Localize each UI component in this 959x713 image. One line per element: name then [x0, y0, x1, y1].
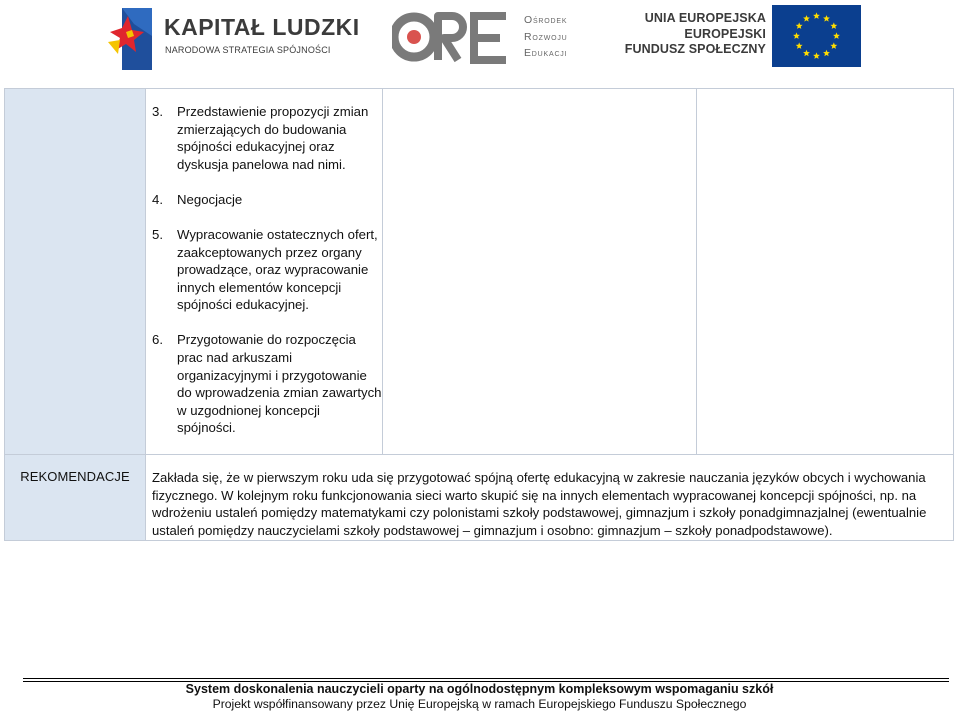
label-cell-recommendations — [5, 455, 145, 540]
steps-list — [152, 103, 382, 455]
list-item: 4. Negocjacje — [152, 191, 243, 207]
eu-line-2: EUROPEJSKI — [684, 26, 766, 41]
list-item: 5. Wypracowanie ostatecznych ofert, zaakceptowanych przez organy prowadzące, oraz wypracowanie innych elementów koncepcji spójności edukacyjnej. — [152, 226, 378, 313]
eu-line-1: UNIA EUROPEJSKA — [644, 11, 766, 25]
footer-system-title: System doskonalenia nauczycieli oparty na ogólnodostępnym kompleksowym wspomaganiu szkół — [185, 682, 774, 696]
footer-divider — [23, 678, 949, 679]
column-divider — [382, 89, 383, 454]
ore-logo — [392, 10, 592, 66]
column-divider — [145, 89, 146, 540]
eu-flag-icon — [772, 5, 861, 67]
kapital-ludzki-logo — [108, 2, 360, 74]
list-item: 6. Przygotowanie do rozpoczęcia prac nad arkuszami organizacyjnymi i przygotowanie do wprowadzenia zmian zawartych w uzgodnionej koncepcji spójności. — [152, 332, 382, 436]
recommendations-text: Zakłada się, że w pierwszym roku uda się przygotować spójną ofertę edukacyjną w zakresie nauczania języków obcych i wychowania fizycznego. W kolejnym roku funkcjonowania sieci warto skupić się na innych elementach wypracowanej koncepcji spójności, np. na wdrożeniu ustaleń pomiędzy matematykami czy polonistami szkoły podstawowej, gimnazjum i szkoły ponadgimnazjalnej (ewentualnie ustaleń pomiędzy nauczycielami szkoły podstawowej – gimnazjum i osobno: gimnazjum – szkoły ponadpodstawowe). — [152, 470, 927, 539]
ore-line-2: Rozwoju — [524, 30, 568, 43]
page-header — [0, 0, 959, 80]
kapital-ludzki-title: KAPITAŁ LUDZKI — [164, 14, 360, 40]
list-item: 3. Przedstawienie propozycji zmian zmierzających do budowania spójności edukacyjnej oraz dyskusja panelowa nad nimi. — [152, 104, 369, 172]
row-divider — [5, 454, 953, 455]
concept-table — [4, 88, 954, 541]
eu-efs-logo — [624, 5, 862, 69]
ore-name — [524, 12, 568, 62]
label-cell-empty — [5, 89, 145, 454]
recommendations-label: REKOMENDACJE — [20, 469, 130, 484]
column-divider — [696, 89, 697, 454]
kapital-ludzki-subtitle: NARODOWA STRATEGIA SPÓJNOŚCI — [165, 45, 331, 55]
eu-efs-text — [625, 11, 766, 58]
kapital-ludzki-star-icon — [108, 2, 154, 72]
ore-mark-icon — [392, 10, 512, 64]
ore-line-3: Edukacji — [524, 47, 568, 59]
ore-line-1: Ośrodek — [524, 14, 568, 26]
eu-line-3: FUNDUSZ SPOŁECZNY — [624, 42, 766, 56]
footer-cofinancing-note: Projekt współfinansowany przez Unię Europejską w ramach Europejskiego Funduszu Społecznego — [212, 697, 747, 711]
